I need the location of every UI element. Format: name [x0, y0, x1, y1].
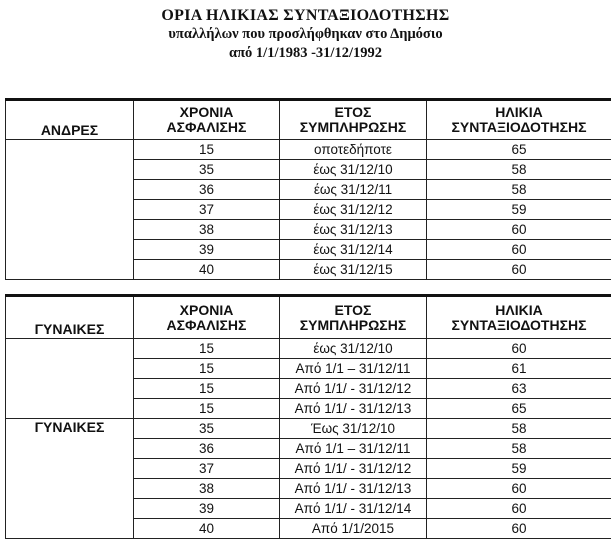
completion-cell: έως 31/12/14 [280, 240, 427, 260]
completion-cell: Από 1/1/ - 31/12/13 [280, 399, 427, 419]
years-cell: 15 [134, 140, 280, 160]
age-cell: 60 [427, 499, 611, 519]
years-cell: 15 [134, 399, 280, 419]
age-cell: 59 [427, 200, 611, 220]
age-cell: 60 [427, 260, 611, 280]
completion-cell: έως 31/12/13 [280, 220, 427, 240]
header-completion-year [280, 100, 427, 140]
table-row [6, 140, 611, 160]
header-retirement-age-line1: ΗΛΙΚΙΑ [495, 104, 543, 120]
header-completion-year-line2: ΣΥΜΠΛΗΡΩΣΗΣ [299, 119, 407, 135]
document-date-range: από 1/1/1983 -31/12/1992 [229, 45, 382, 61]
header-completion-year-line2: ΣΥΜΠΛΗΡΩΣΗΣ [299, 316, 407, 333]
completion-cell: έως 31/12/10 [280, 339, 427, 359]
women-retirement-table [5, 294, 611, 539]
age-cell: 58 [427, 180, 611, 200]
completion-cell: Από 1/1/ - 31/12/12 [280, 459, 427, 479]
years-cell: 40 [134, 519, 280, 539]
age-cell: 60 [427, 240, 611, 260]
table-row [6, 419, 611, 439]
completion-cell: Από 1/1 – 31/12/11 [280, 439, 427, 459]
years-cell: 37 [134, 459, 280, 479]
years-cell: 40 [134, 260, 280, 280]
age-cell: 65 [427, 140, 611, 160]
completion-cell: έως 31/12/10 [280, 160, 427, 180]
men-label-blank-cell [6, 140, 134, 280]
years-cell: 15 [134, 339, 280, 359]
completion-cell: έως 31/12/15 [280, 260, 427, 280]
header-completion-year [280, 296, 427, 339]
years-cell: 38 [134, 220, 280, 240]
header-retirement-age-line2: ΣΥΝΤΑΞΙΟΔΟΤΗΣΗΣ [451, 119, 587, 135]
header-insurance-years-line2: ΑΣΦΑΛΙΣΗΣ [166, 119, 247, 135]
age-cell: 63 [427, 379, 611, 399]
table-row [6, 339, 611, 359]
document-title: ΟΡΙΑ ΗΛΙΚΙΑΣ ΣΥΝΤΑΞΙΟΔΟΤΗΣΗΣ [161, 7, 450, 24]
years-cell: 15 [134, 359, 280, 379]
men-retirement-table [5, 98, 611, 280]
men-header-row [6, 100, 611, 140]
years-cell: 15 [134, 379, 280, 399]
age-cell: 58 [427, 419, 611, 439]
age-cell: 61 [427, 359, 611, 379]
completion-cell: Από 1/1/ - 31/12/13 [280, 479, 427, 499]
age-cell: 58 [427, 160, 611, 180]
age-cell: 60 [427, 220, 611, 240]
women-header-row [6, 296, 611, 339]
women-label-blank-cell [6, 339, 134, 419]
completion-cell: Από 1/1/ - 31/12/12 [280, 379, 427, 399]
header-completion-year-line1: ΕΤΟΣ [334, 301, 372, 318]
age-cell: 60 [427, 519, 611, 539]
header-insurance-years [134, 100, 280, 140]
women-label: ΓΥΝΑΙΚΕΣ [6, 296, 134, 339]
document-subtitle: υπαλλήλων που προσλήφθηκαν στο Δημόσιο [168, 26, 443, 42]
years-cell: 35 [134, 160, 280, 180]
completion-cell: Έως 31/12/10 [280, 419, 427, 439]
age-cell: 58 [427, 439, 611, 459]
years-cell: 35 [134, 419, 280, 439]
women-label-second: ΓΥΝΑΙΚΕΣ [6, 419, 134, 539]
completion-cell: έως 31/12/12 [280, 200, 427, 220]
years-cell: 39 [134, 240, 280, 260]
years-cell: 37 [134, 200, 280, 220]
age-cell: 60 [427, 339, 611, 359]
age-cell: 65 [427, 399, 611, 419]
years-cell: 39 [134, 499, 280, 519]
header-insurance-years [134, 296, 280, 339]
men-label: ΑΝΔΡΕΣ [6, 100, 134, 140]
completion-cell: Από 1/1/ - 31/12/14 [280, 499, 427, 519]
age-cell: 60 [427, 479, 611, 499]
years-cell: 36 [134, 439, 280, 459]
header-retirement-age [427, 100, 611, 140]
completion-cell: οποτεδήποτε [280, 140, 427, 160]
header-completion-year-line1: ΕΤΟΣ [334, 104, 372, 120]
years-cell: 38 [134, 479, 280, 499]
years-cell: 36 [134, 180, 280, 200]
completion-cell: Από 1/1/2015 [280, 519, 427, 539]
document-title-block [0, 6, 611, 63]
header-retirement-age-line2: ΣΥΝΤΑΞΙΟΔΟΤΗΣΗΣ [451, 316, 587, 333]
header-retirement-age-line1: ΗΛΙΚΙΑ [495, 301, 543, 318]
completion-cell: Από 1/1 – 31/12/11 [280, 359, 427, 379]
header-insurance-years-line1: ΧΡΟΝΙΑ [179, 301, 234, 318]
header-insurance-years-line1: ΧΡΟΝΙΑ [179, 104, 234, 120]
completion-cell: έως 31/12/11 [280, 180, 427, 200]
header-insurance-years-line2: ΑΣΦΑΛΙΣΗΣ [166, 316, 247, 333]
header-retirement-age [427, 296, 611, 339]
age-cell: 59 [427, 459, 611, 479]
